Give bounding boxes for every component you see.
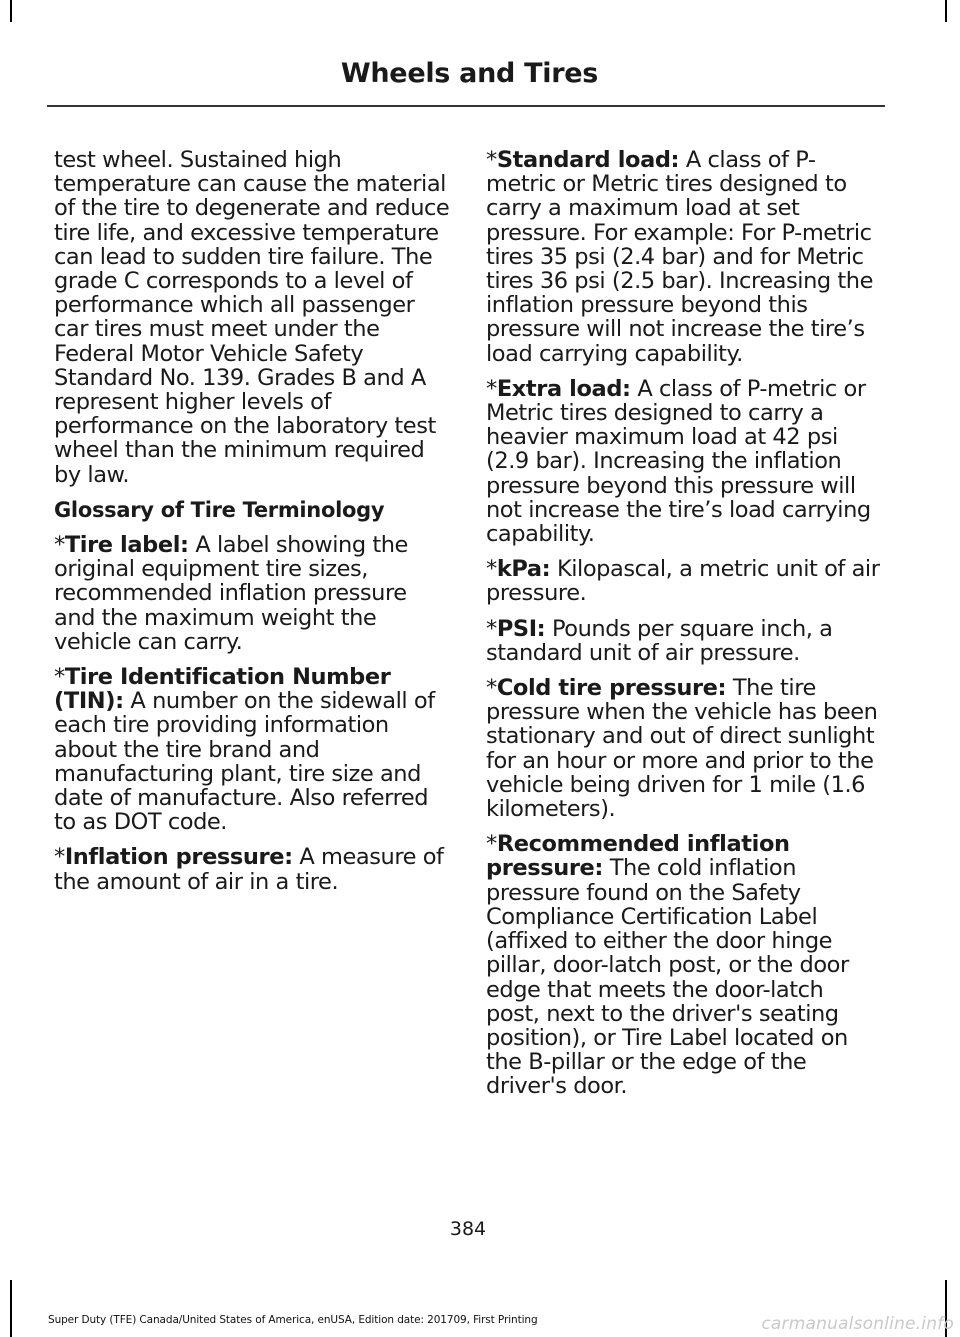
entry-term: Standard load: — [496, 147, 680, 173]
crop-mark-bottom-left — [10, 1280, 12, 1337]
entry-star: * — [54, 844, 65, 871]
entry-text: Pounds per square inch, a standard unit of air pressure. — [486, 615, 833, 666]
glossary-entry-psi — [486, 617, 882, 665]
glossary-entry-cold-tire-pressure — [486, 676, 882, 821]
glossary-heading: Glossary of Tire Terminology — [54, 497, 385, 522]
entry-star: * — [486, 375, 497, 402]
entry-term: Tire Identification Number (TIN): — [54, 664, 391, 715]
page-title: Wheels and Tires — [340, 58, 598, 89]
entry-term: Recommended inflation pressure: — [486, 831, 790, 882]
entry-term: Inflation pressure: — [64, 844, 293, 871]
glossary-entry-inflation-pressure — [54, 845, 450, 893]
entry-term: Tire label: — [64, 532, 189, 559]
glossary-entry-tin — [54, 665, 450, 834]
entry-text: A label showing the original equipment tire sizes, recommended inflation pressure and the maximum weight the vehicle can carry. — [54, 532, 408, 655]
glossary-entry-recommended-inflation-pressure — [486, 832, 882, 1098]
entry-text: A class of P-metric or Metric tires designed to carry a maximum load at set pressure. For example: For P-metric tires 35 psi (2.4 bar) and for Metric tires 36 psi (2.5 bar). Increasing the inflation pressure beyond this pressure will not increase the tire’s load carrying capability. — [486, 147, 873, 367]
entry-star: * — [54, 664, 65, 691]
entry-star: * — [486, 147, 497, 173]
crop-mark-top-right — [945, 0, 947, 22]
entry-text: A number on the sidewall of each tire providing information about the tire brand and manufacturing plant, tire size and date of manufacture. Also referred to as DOT code. — [54, 688, 435, 836]
entry-star: * — [486, 556, 497, 583]
entry-star: * — [54, 532, 65, 559]
glossary-entry-kpa — [486, 557, 882, 605]
entry-text: Kilopascal, a metric unit of air pressure. — [486, 556, 880, 607]
entry-term: Cold tire pressure: — [496, 675, 727, 702]
entry-star: * — [486, 831, 497, 858]
entry-star: * — [486, 675, 497, 702]
entry-term: kPa: — [496, 556, 551, 583]
intro-paragraph: test wheel. Sustained high temperature can cause the material of the tire to degenerate and reduce tire life, and excessive temperature can lead to sudden tire failure. The grade C corresponds to a level of performance which all passenger car tires must meet under the Federal Motor Vehicle Safety Standard No. 139. Grades B and A represent higher levels of performance on the laboratory test wheel than the minimum required by law. — [54, 147, 450, 488]
entry-term: Extra load: — [496, 375, 631, 402]
entry-term: PSI: — [496, 615, 546, 642]
edition-footer: Super Duty (TFE) Canada/United States of America, enUSA, Edition date: 201709, First Printing — [48, 1314, 538, 1326]
entry-text: A measure of the amount of air in a tire. — [54, 844, 444, 895]
watermark: carmanualsonline.info — [761, 1314, 954, 1334]
glossary-entry-tire-label — [54, 533, 450, 654]
entry-text: A class of P-metric or Metric tires designed to carry a heavier maximum load at 42 psi (2.9 bar). Increasing the inflation pressure beyond this pressure will not increase the tire’s load carrying capability. — [486, 375, 871, 548]
page-number: 384 — [449, 1218, 487, 1240]
header-divider — [47, 105, 885, 107]
right-column — [486, 148, 882, 1110]
left-column — [54, 148, 450, 905]
entry-text: The tire pressure when the vehicle has been stationary and out of direct sunlight for an hour or more and prior to the vehicle being driven for 1 mile (1.6 kilometers). — [486, 675, 878, 823]
entry-star: * — [486, 615, 497, 642]
crop-mark-top-left — [10, 0, 12, 22]
glossary-entry-standard-load — [486, 148, 882, 366]
entry-text: The cold inflation pressure found on the Safety Compliance Certification Label (affixed to either the door hinge pillar, door-latch post, or the door edge that meets the door-latch post, next to the driver's seating position), or Tire Label located on the B-pillar or the edge of the driver's door. — [486, 855, 849, 1100]
glossary-entry-extra-load — [486, 377, 882, 546]
